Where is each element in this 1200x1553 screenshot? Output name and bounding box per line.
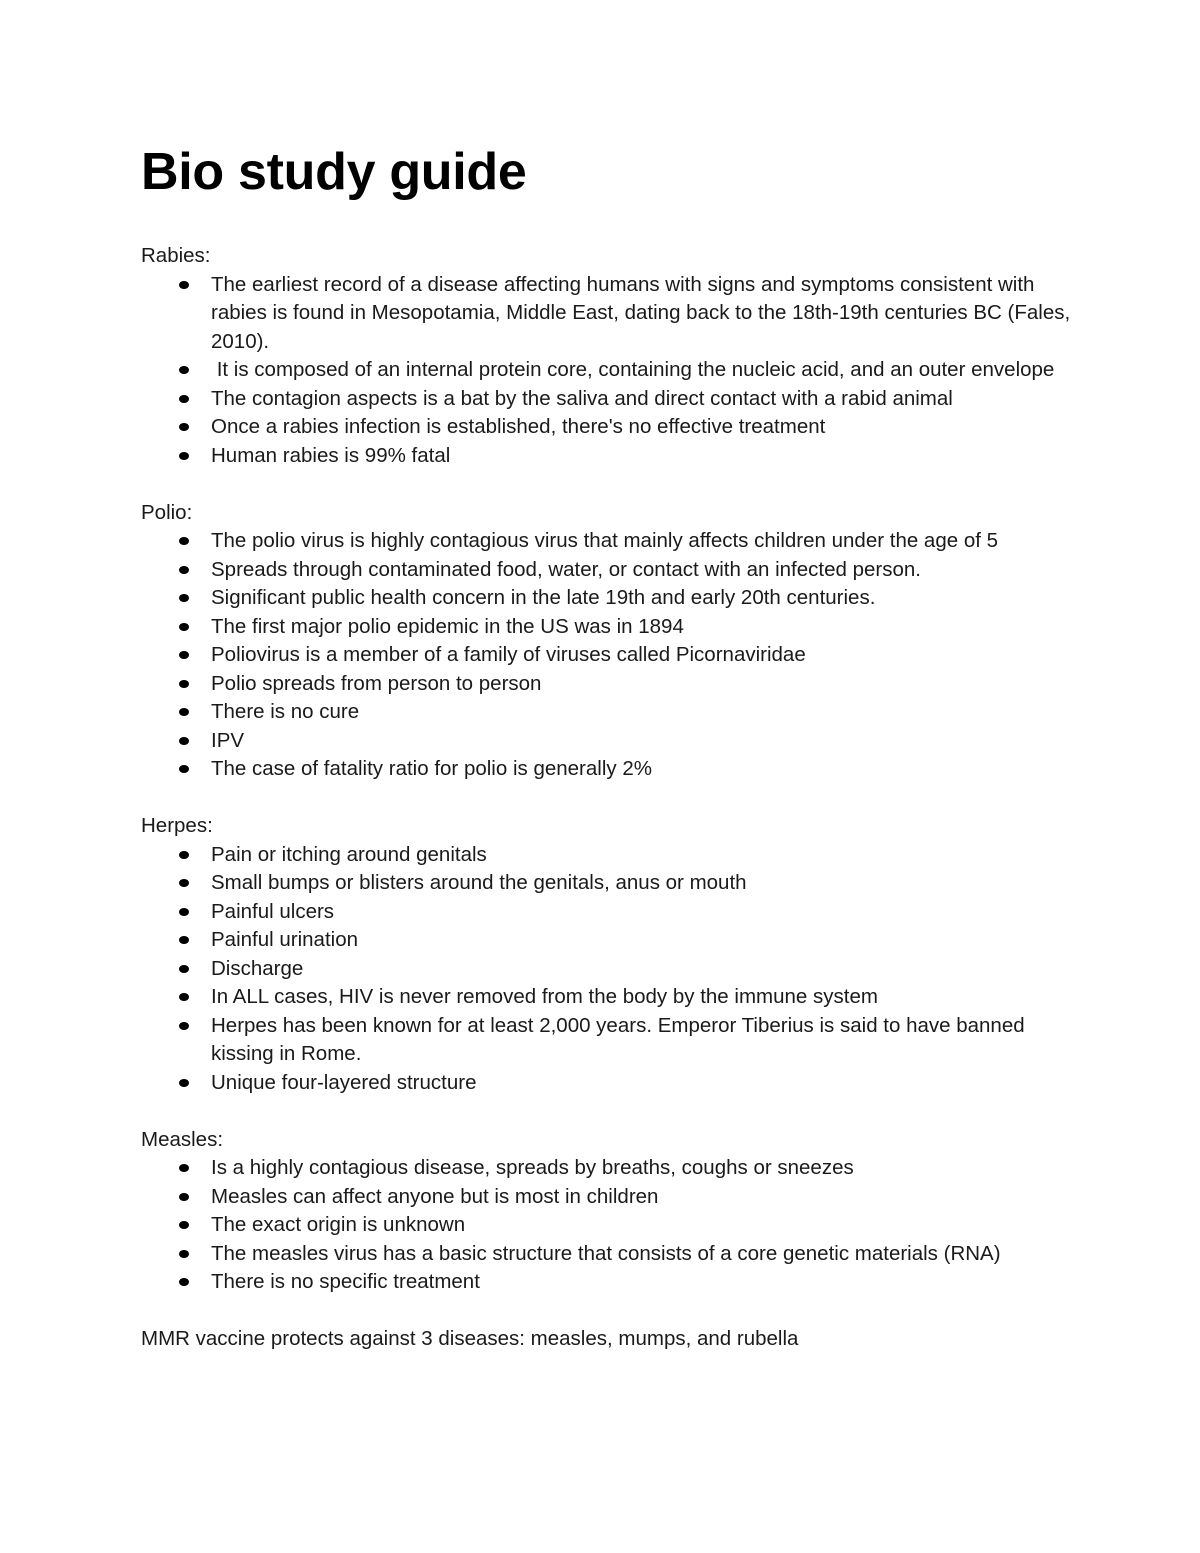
- bullet-icon: [179, 965, 189, 973]
- list-item: [141, 271, 1081, 357]
- list-item-text: The measles virus has a basic structure that consists of a core genetic materials (RNA): [211, 1241, 1001, 1265]
- list-item-text: The contagion aspects is a bat by the saliva and direct contact with a rabid animal: [211, 386, 953, 410]
- bullet-icon: [179, 1022, 189, 1030]
- bullet-list: [141, 841, 1081, 1098]
- list-item: [141, 898, 1081, 927]
- list-item: [141, 983, 1081, 1012]
- list-item-text: The exact origin is unknown: [211, 1213, 466, 1236]
- bullet-icon: [179, 1221, 189, 1229]
- bullet-icon: [179, 680, 189, 688]
- list-item: [141, 1154, 1081, 1183]
- list-item: [141, 1183, 1081, 1212]
- list-item-text: Polio spreads from person to person: [211, 671, 542, 695]
- list-item: [141, 641, 1081, 670]
- list-item-text: Human rabies is 99% fatal: [211, 443, 451, 467]
- list-item-text: Pain or itching around genitals: [211, 842, 487, 866]
- section-heading: Rabies:: [141, 244, 211, 267]
- bullet-icon: [179, 1164, 189, 1172]
- list-item-text: Unique four-layered structure: [211, 1070, 477, 1094]
- list-item-text: Is a highly contagious disease, spreads by breaths, coughs or sneezes: [211, 1156, 854, 1179]
- list-item-text: Painful ulcers: [211, 899, 335, 923]
- section-spacer: [141, 470, 1081, 499]
- list-item: [141, 670, 1081, 699]
- document-title: Bio study guide: [141, 143, 527, 201]
- list-item-text: Measles can affect anyone but is most in children: [211, 1184, 659, 1208]
- list-item: [141, 527, 1081, 556]
- bullet-icon: [179, 651, 189, 659]
- bullet-icon: [179, 623, 189, 631]
- bullet-icon: [179, 993, 189, 1001]
- list-item: [141, 1268, 1081, 1297]
- bullet-icon: [179, 765, 189, 773]
- bullet-list: [141, 527, 1081, 784]
- list-item-text: The earliest record of a disease affecting humans with signs and symptoms consistent with rabies is found in Mesopotamia, Middle East, dating back to the 18th-19th centuries BC (Fales, 2010).: [211, 272, 1071, 353]
- list-item-text: There is no cure: [211, 700, 360, 723]
- list-item-text: In ALL cases, HIV is never removed from the body by the immune system: [211, 985, 878, 1008]
- section-rabies: [141, 242, 1081, 470]
- section-polio: [141, 499, 1081, 784]
- bullet-icon: [179, 1193, 189, 1201]
- bullet-icon: [179, 737, 189, 745]
- section-spacer: [141, 1297, 1081, 1326]
- section-herpes: [141, 812, 1081, 1097]
- list-item: [141, 385, 1081, 414]
- list-item: [141, 413, 1081, 442]
- section-heading: Herpes:: [141, 814, 213, 837]
- list-item-text: Once a rabies infection is established, there's no effective treatment: [211, 415, 826, 438]
- list-item: [141, 755, 1081, 784]
- bullet-icon: [179, 1250, 189, 1258]
- list-item-text: It is composed of an internal protein core, containing the nucleic acid, and an outer envelope: [211, 358, 1055, 381]
- bullet-list: [141, 1154, 1081, 1297]
- list-item: [141, 955, 1081, 984]
- list-item-text: The first major polio epidemic in the US was in 1894: [211, 614, 684, 638]
- list-item: [141, 442, 1081, 471]
- list-item: [141, 841, 1081, 870]
- list-item-text: Discharge: [211, 956, 304, 980]
- bullet-icon: [179, 936, 189, 944]
- bullet-icon: [179, 281, 189, 289]
- list-item-text: There is no specific treatment: [211, 1270, 480, 1293]
- list-item: [141, 1240, 1081, 1269]
- bullet-icon: [179, 423, 189, 431]
- bullet-icon: [179, 851, 189, 859]
- list-item: [141, 1012, 1081, 1069]
- list-item-text: Significant public health concern in the late 19th and early 20th centuries.: [211, 586, 876, 609]
- list-item: [141, 926, 1081, 955]
- list-item: [141, 556, 1081, 585]
- list-item: [141, 613, 1081, 642]
- list-item: [141, 1211, 1081, 1240]
- list-item-text: Painful urination: [211, 928, 359, 951]
- bullet-icon: [179, 1079, 189, 1087]
- bullet-icon: [179, 908, 189, 916]
- section-spacer: [141, 784, 1081, 813]
- list-item: [141, 1069, 1081, 1098]
- closing-note: MMR vaccine protects against 3 diseases: measles, mumps, and rubella: [141, 1327, 799, 1350]
- section-heading: Measles:: [141, 1127, 224, 1151]
- list-item-text: Poliovirus is a member of a family of viruses called Picornaviridae: [211, 643, 806, 666]
- bullet-icon: [179, 1278, 189, 1286]
- bullet-icon: [179, 452, 189, 460]
- list-item: [141, 727, 1081, 756]
- bullet-icon: [179, 879, 189, 887]
- list-item-text: The polio virus is highly contagious virus that mainly affects children under the age of 5: [211, 529, 999, 552]
- list-item: [141, 584, 1081, 613]
- bullet-icon: [179, 366, 189, 374]
- list-item-text: The case of fatality ratio for polio is generally 2%: [211, 757, 652, 780]
- bullet-icon: [179, 594, 189, 602]
- list-item-text: Small bumps or blisters around the genitals, anus or mouth: [211, 871, 747, 894]
- bullet-icon: [179, 395, 189, 403]
- section-heading: Polio:: [141, 500, 193, 524]
- section-spacer: [141, 1097, 1081, 1126]
- list-item-text: Herpes has been known for at least 2,000 years. Emperor Tiberius is said to have banned kissing in Rome.: [211, 1013, 1025, 1065]
- section-measles: [141, 1126, 1081, 1297]
- bullet-icon: [179, 566, 189, 574]
- bullet-list: [141, 271, 1081, 471]
- bullet-icon: [179, 537, 189, 545]
- document-body: [141, 242, 1081, 1354]
- list-item: [141, 356, 1081, 385]
- list-item-text: IPV: [211, 728, 245, 752]
- list-item-text: Spreads through contaminated food, water, or contact with an infected person.: [211, 557, 921, 581]
- bullet-icon: [179, 708, 189, 716]
- list-item: [141, 869, 1081, 898]
- list-item: [141, 698, 1081, 727]
